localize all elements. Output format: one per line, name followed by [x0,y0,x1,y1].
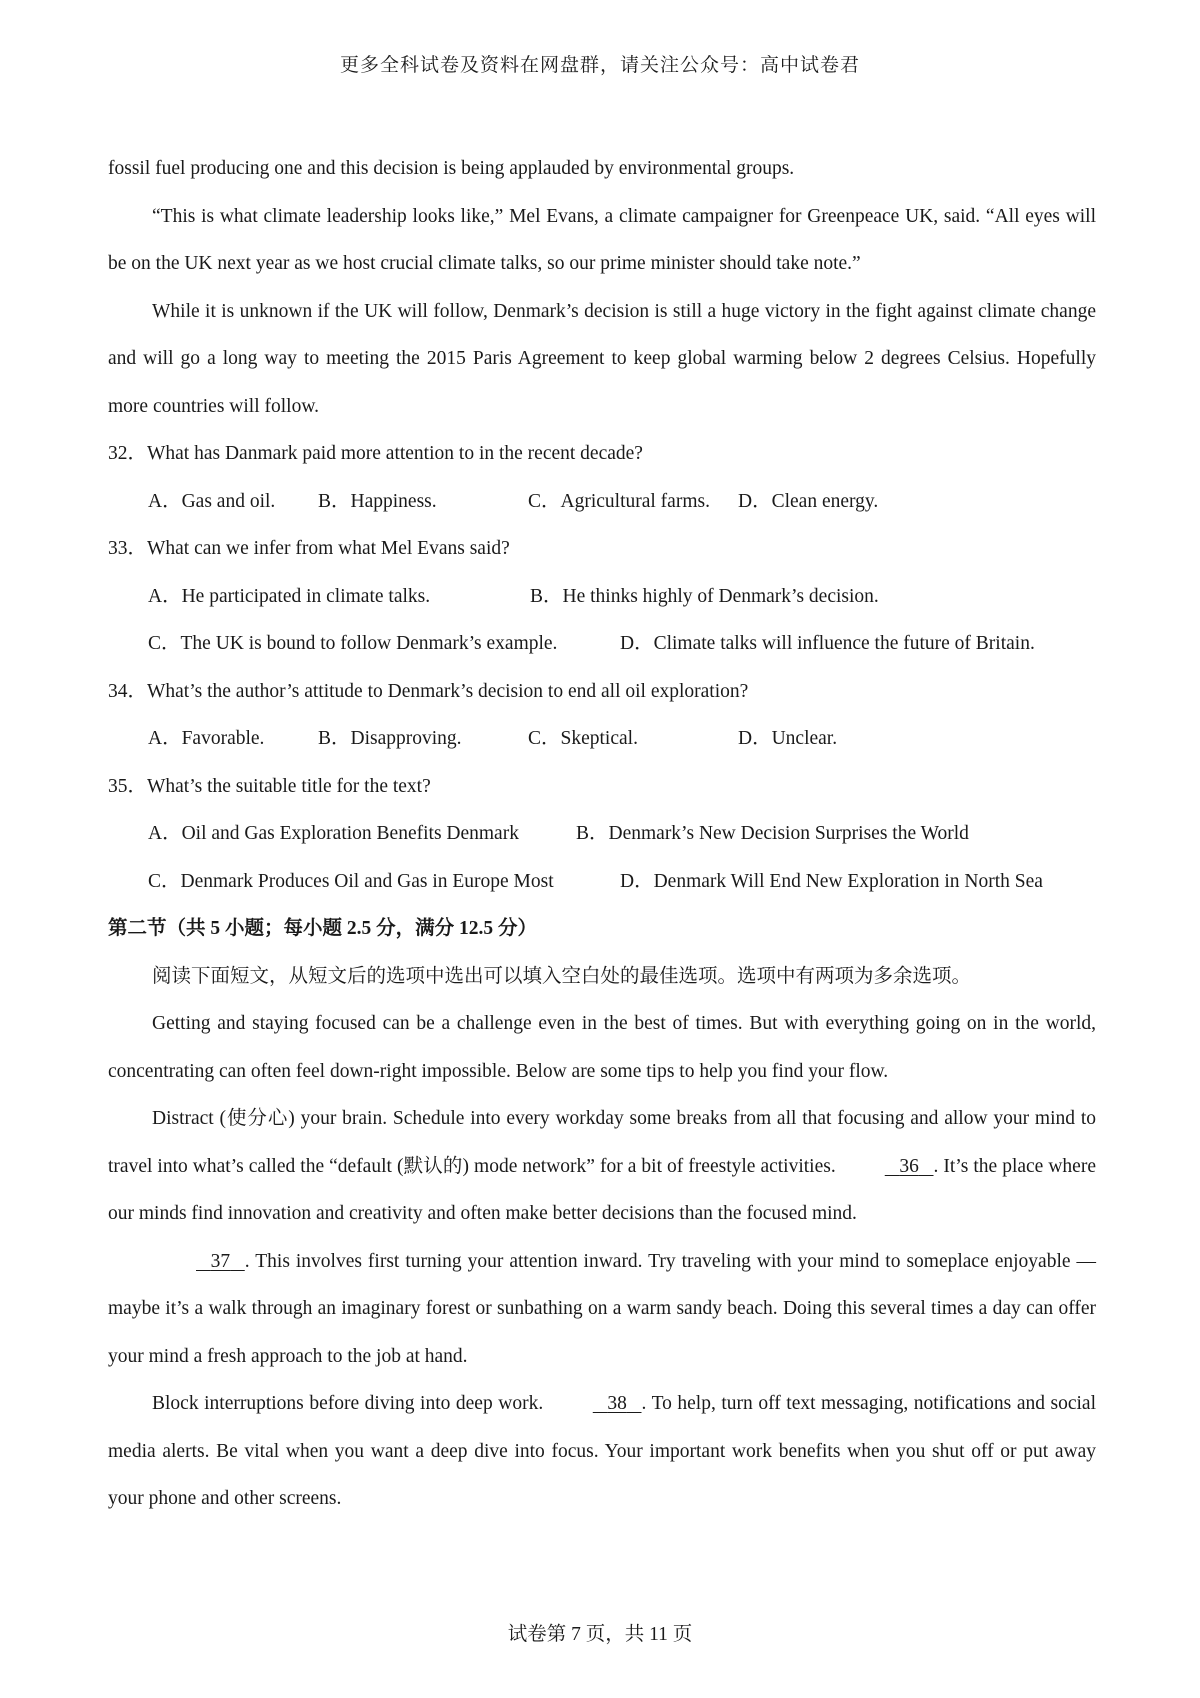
option-a: A．Favorable. [148,728,265,749]
passage-paragraph-2: While it is unknown if the UK will follow, Denmark’s decision is still a huge victory in the fight against climate change and will go a long way to meeting the 2015 Paris Agreement to keep global warming below 2 degrees Celsius. Hopefully more countries will follow. [108,300,1096,417]
option-d: D．Denmark Will End New Exploration in North Sea [620,870,1043,892]
option-b: B．Denmark’s New Decision Surprises the World [576,823,969,844]
question-35-options-row-2 [108,858,1096,906]
option-a: A．Gas and oil. [148,490,276,512]
question-35-stem: 35．What’s the suitable title for the text? [108,775,431,797]
blank-37: 37 [210,1250,231,1272]
option-b: B．Disapproving. [318,728,462,749]
cloze-paragraph-1: Getting and staying focused can be a challenge even in the best of times. But with everything going on in the world, concentrating can often feel down-right impossible. Below are some tips to help you find your flow. [108,1013,1096,1082]
paragraph-text: Block interruptions before diving into deep work. [152,1393,549,1414]
paragraph-text: Distract (使分心) your brain. Schedule into every workday some breaks from all that focusing and allow your mind to travel into what’s called the “default (默认的) mode network” for a bit of freestyle activities. [108,1108,1096,1177]
option-b: B．He thinks highly of Denmark’s decision. [530,585,879,607]
option-c: C．Denmark Produces Oil and Gas in Europe Most [148,870,554,892]
paragraph-text: . To help, turn off text messaging, notifications and social media alerts. Be vital when you want a deep dive into focus. Your important work benefits when you shut off or put away your phone and other screens. [108,1393,1096,1509]
question-33-options-row-1 [108,573,1096,621]
question-32-stem: 32．What has Danmark paid more attention to in the recent decade? [108,443,643,464]
paragraph-text: . This involves first turning your attention inward. Try traveling with your mind to someplace enjoyable — maybe it’s a walk through an imaginary forest or sunbathing on a warm sandy beach. Doing this several times a day can offer your mind a fresh approach to the job at hand. [108,1250,1096,1367]
question-33-stem: 33．What can we infer from what Mel Evans said? [108,538,510,559]
question-32-options [108,478,1096,526]
option-c: C．The UK is bound to follow Denmark’s example. [148,633,558,654]
option-d: D．Unclear. [738,728,838,749]
question-33-options-row-2 [108,620,1096,668]
document-body [108,145,1096,1523]
option-c: C．Skeptical. [528,728,638,749]
question-35-options-row-1 [108,810,1096,858]
cloze-paragraph-3 [108,1238,1096,1381]
option-a: A．He participated in climate talks. [148,585,431,607]
paragraph-text: . It’s the place where our minds find innovation and creativity and often make better decisions than the focused mind. [108,1155,1096,1224]
option-d: D．Climate talks will influence the future of Britain. [620,633,1035,654]
question-34-options [108,715,1096,763]
option-d: D．Clean energy. [738,490,879,512]
option-a: A．Oil and Gas Exploration Benefits Denmark [148,823,519,844]
page-header: 更多全科试卷及资料在网盘群，请关注公众号：高中试卷君 [339,55,860,76]
blank-36: 36 [899,1155,919,1177]
cloze-paragraph-4 [108,1380,1096,1523]
cloze-paragraph-2 [108,1095,1096,1238]
page-footer: 试卷第 7 页，共 11 页 [507,1624,693,1645]
blank-38: 38 [607,1393,627,1414]
passage-paragraph-0: fossil fuel producing one and this decision is being applauded by environmental groups. [108,158,795,179]
question-34-stem: 34．What’s the author’s attitude to Denmark’s decision to end all oil exploration? [108,680,749,702]
section-title: 第二节（共 5 小题；每小题 2.5 分，满分 12.5 分） [108,918,538,939]
option-c: C．Agricultural farms. [528,490,710,512]
option-b: B．Happiness. [318,490,437,512]
passage-paragraph-1: “This is what climate leadership looks like,” Mel Evans, a climate campaigner for Greenpeace UK, said. “All eyes will be on the UK next year as we host crucial climate talks, so our prime minister should take note.” [108,205,1096,274]
section-instruction: 阅读下面短文，从短文后的选项中选出可以填入空白处的最佳选项。选项中有两项为多余选项。 [152,965,972,987]
